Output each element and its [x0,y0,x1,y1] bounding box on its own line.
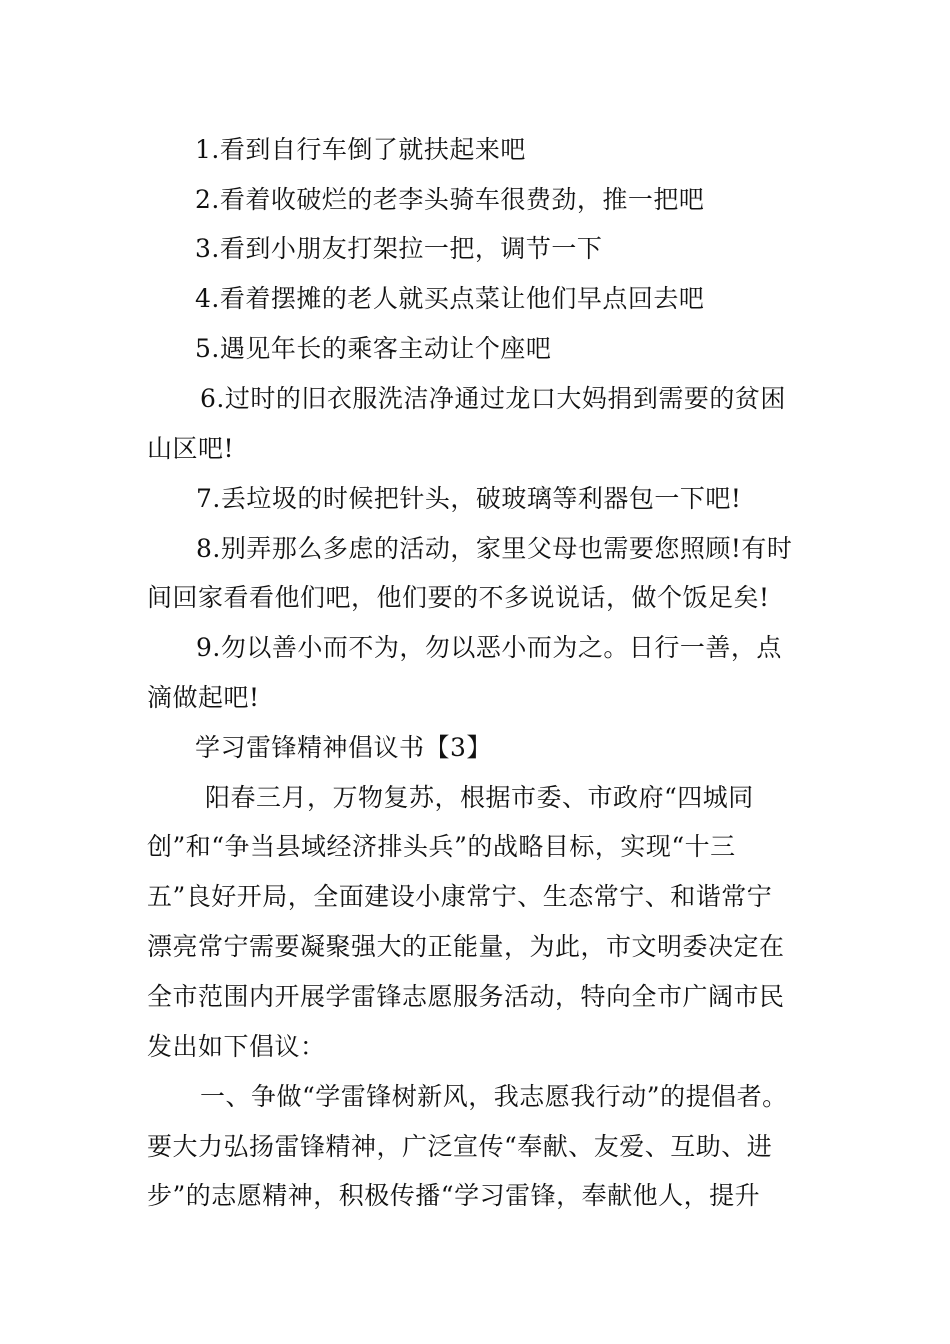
list-item-2: 2.看着收破烂的老李头骑车很费劲，推一把吧 [195,185,705,214]
paragraph-line: 步”的志愿精神，积极传播“学习雷锋，奉献他人，提升 [147,1181,761,1210]
paragraph-line: 阳春三月，万物复苏，根据市委、市政府“四城同 [205,783,754,812]
paragraph-line: 漂亮常宁需要凝聚强大的正能量，为此，市文明委决定在 [147,932,785,961]
paragraph-line: 要大力弘扬雷锋精神，广泛宣传“奉献、友爱、互助、进 [147,1132,773,1161]
paragraph-line: 一、争做“学雷锋树新风，我志愿我行动”的提倡者。 [200,1082,788,1111]
paragraph-line: 全市范围内开展学雷锋志愿服务活动，特向全市广阔市民 [147,982,785,1011]
list-item-7: 7.丢垃圾的时候把针头，破玻璃等利器包一下吧! [196,484,742,513]
paragraph-line: 五”良好开局，全面建设小康常宁、生态常宁、和谐常宁 [147,882,773,911]
list-item-8: 8.别弄那么多虑的活动，家里父母也需要您照顾!有时 [196,534,793,563]
list-item-3: 3.看到小朋友打架拉一把，调节一下 [195,234,603,263]
section-heading: 学习雷锋精神倡议书【3】 [195,733,492,762]
paragraph-line: 创”和“争当县域经济排头兵”的战略目标，实现“十三 [147,832,736,861]
list-item-5: 5.遇见年长的乘客主动让个座吧 [195,334,552,363]
list-item-6-continued: 山区吧! [147,434,235,463]
list-item-9-continued: 滴做起吧! [147,683,260,712]
list-item-9: 9.勿以善小而不为，勿以恶小而为之。日行一善，点 [196,633,782,662]
list-item-8-continued: 间回家看看他们吧，他们要的不多说说话，做个饭足矣! [147,583,770,612]
list-item-4: 4.看着摆摊的老人就买点菜让他们早点回去吧 [195,284,705,313]
list-item-6: 6.过时的旧衣服洗洁净通过龙口大妈捐到需要的贫困 [200,384,786,413]
list-item-1: 1.看到自行车倒了就扶起来吧 [195,135,526,164]
paragraph-line: 发出如下倡议： [147,1032,326,1061]
